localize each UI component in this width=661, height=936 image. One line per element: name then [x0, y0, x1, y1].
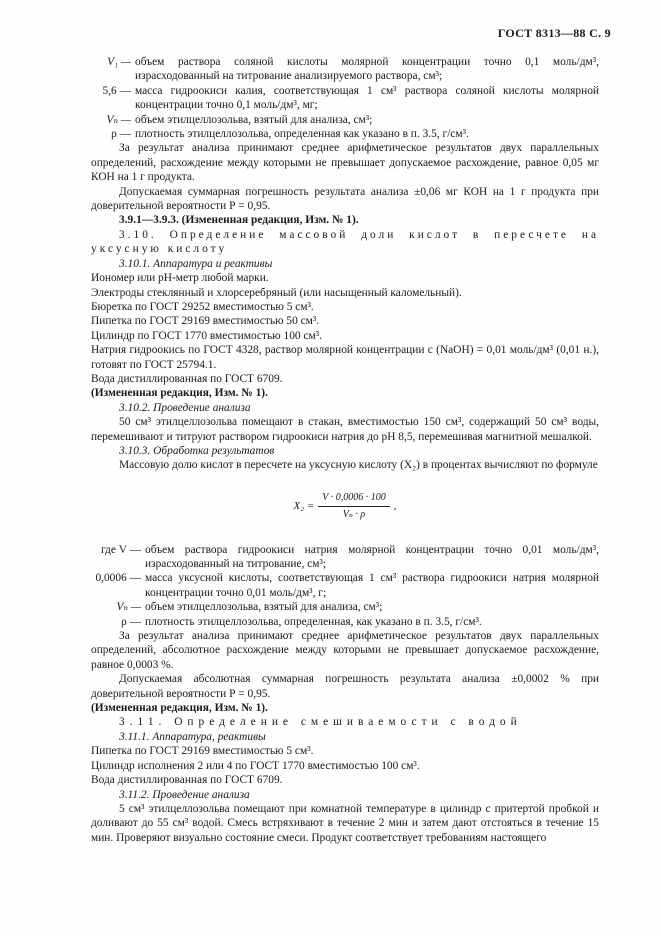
definition-item: где V — объем раствора гидроокиси натрия молярной концентрации точно 0,01 моль/дм³, израсходованный на титрование, см³; [100, 543, 599, 570]
page-header: ГОСТ 8313—88 С. 9 [497, 26, 611, 40]
amendment-note: (Измененная редакция, Изм. № 1). [91, 702, 268, 715]
list-item: Цилиндр исполнения 2 или 4 по ГОСТ 1770 вместимостью 100 см³. [91, 759, 420, 772]
formula-numerator: V · 0,0006 · 100 [318, 491, 389, 507]
paragraph: 50 см³ этилцеллозольва помещают в стакан, вместимостью 150 см³, содержащий 50 см³ воды, перемешивают и титруют раствором гидроокиси натрия до рН 8,5, перемешивая магнитной мешалкой. [91, 416, 599, 443]
definition-item: 5,6 — масса гидроокиси калия, соответствующая 1 см³ раствора соляной кислоты молярной концентрации точно 0,1 моль/дм³, мг; [102, 84, 599, 112]
definitions-block-1 [91, 55, 599, 845]
list-item: Бюретка по ГОСТ 29252 вместимостью 5 см³. [91, 300, 314, 313]
list-item: Цилиндр по ГОСТ 1770 вместимостью 100 см³. [91, 329, 322, 342]
definition-item: Vₙ — объем этилцеллозольва, взятый для анализа, см³; [106, 113, 373, 126]
amendment-note: (Измененная редакция, Изм. № 1). [91, 387, 268, 400]
list-item: Вода дистиллированная по ГОСТ 6709. [91, 774, 283, 787]
section-heading: 3.10. Определение массовой доли кислот в пересчете на уксусную кислоту [91, 228, 599, 256]
paragraph: Массовую долю кислот в пересчете на уксусную кислоту (Х₂) в процентах вычисляют по формуле [119, 459, 598, 472]
definition-item: 0,0006 — масса уксусной кислоты, соответствующая 1 см³ раствора гидроокиси натрия молярной концентрации точно 0,01 моль/дм³, г; [95, 572, 599, 599]
definition-item: ρ — плотность этилцеллозольва, определенная как указано в п. 3.5, г/см³. [111, 128, 469, 141]
formula [91, 491, 599, 523]
formula-denominator: Vₙ · ρ [342, 509, 366, 521]
paragraph: За результат анализа принимают среднее арифметическое результатов двух параллельных определений, абсолютное расхождение между которыми не превышает допускаемое расхождение, равное 0,0003 %. [91, 630, 599, 671]
subsection-heading: 3.10.1. Аппаратура и реактивы [119, 257, 273, 270]
subsection-heading: 3.11.1. Аппаратура, реактивы [119, 730, 266, 743]
amendment-note: 3.9.1—3.9.3. (Измененная редакция, Изм. № 1). [119, 214, 359, 227]
formula-lhs: X₂ = [293, 500, 315, 513]
list-item: Иономер или рН-метр любой марки. [91, 272, 269, 285]
paragraph: Допускаемая суммарная погрешность результата анализа ±0,06 мг КОН на 1 г продукта при доверительной вероятности Р = 0,95. [91, 185, 599, 213]
formula-fraction [318, 491, 389, 523]
definition-item: ρ — плотность этилцеллозольва, определенная, как указано в п. 3.5, г/см³. [121, 615, 482, 628]
list-item: Пипетка по ГОСТ 29169 вместимостью 50 см³. [91, 315, 320, 328]
definition-item: Vₙ — объем этилцеллозольва, взятый для анализа, см³; [116, 601, 383, 614]
paragraph: Допускаемая абсолютная суммарная погрешность результата анализа ±0,0002 % при доверительной вероятности Р = 0,95. [91, 673, 599, 700]
list-item: Вода дистиллированная по ГОСТ 6709. [91, 372, 283, 385]
list-item: Электроды стеклянный и хлорсеребряный (или насыщенный каломельный). [91, 286, 462, 299]
section-heading: 3.11. Определение смешиваемости с водой [119, 716, 522, 729]
subsection-heading: 3.11.2. Проведение анализа [119, 788, 250, 801]
paragraph: 5 см³ этилцеллозольва помещают при комнатной температуре в цилиндр с притертой пробкой и доливают до 55 см³ водой. Смесь встряхивают в течение 2 мин и затем дают отстояться в течение 15 мин. Проверяют визуально состояние смеси. Продукт соответствует требованиям настоящего [91, 802, 599, 844]
list-item: Натрия гидроокись по ГОСТ 4328, раствор молярной концентрации с (NaOH) = 0,01 моль/дм³ (0,01 н.), готовят по ГОСТ 25794.1. [91, 344, 599, 371]
formula-tail: , [393, 500, 397, 513]
list-item: Пипетка по ГОСТ 29169 вместимостью 5 см³. [91, 745, 314, 758]
paragraph: За результат анализа принимают среднее арифметическое результатов двух параллельных определений, расхождение между которыми не превышает допускаемое расхождение, равное 0,05 мг КОН на 1 г продукта. [91, 142, 599, 184]
subsection-heading: 3.10.3. Обработка результатов [119, 444, 275, 457]
subsection-heading: 3.10.2. Проведение анализа [119, 401, 251, 414]
definition-item: V₁ — объем раствора соляной кислоты молярной концентрации точно 0,1 моль/дм³, израсходованный на титрование анализируемого раствора, см³; [107, 56, 599, 83]
